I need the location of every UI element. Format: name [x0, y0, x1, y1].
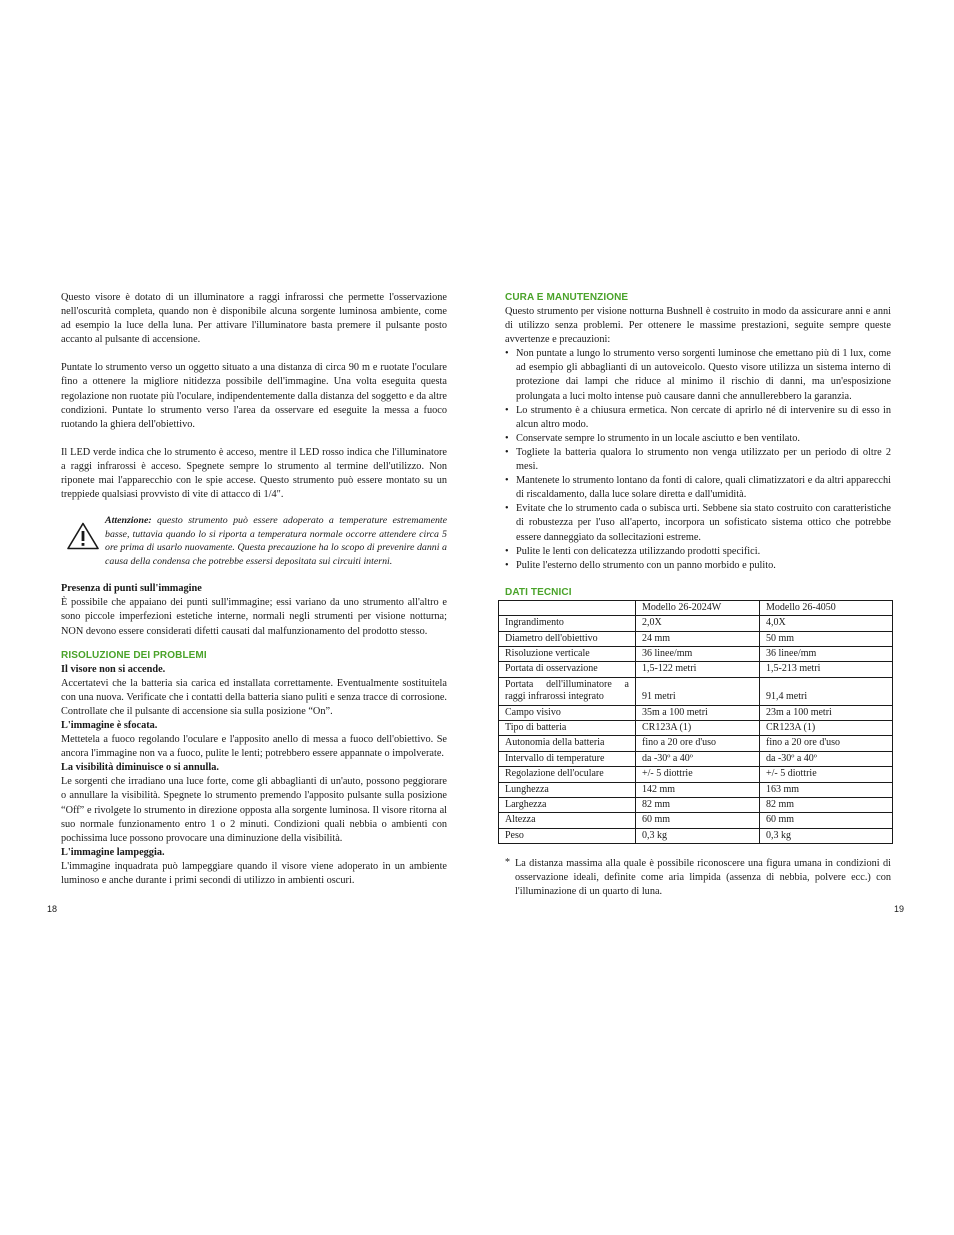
page-number-right: 19 [894, 904, 905, 914]
care-intro: Questo strumento per visione notturna Bushnell è costruito in modo da assicurare anni e anni di utilizzo senza problemi. Per ottenere le massime prestazioni, seguite sempre queste avvertenze e precauzioni: [505, 306, 891, 346]
warning-body: questo strumento può essere adoperato a temperature estremamente basse, tuttavia quando lo si riporta a temperatura normale occorre attendere circa 5 ore prima di usarlo nuovamente. Questa precauzione ha lo scopo di prevenire danni a causa della condensa che potrebbe essersi depositata sui circuiti interni. [105, 515, 448, 567]
warning-box [61, 514, 447, 568]
led-paragraph: Il LED verde indica che lo strumento è acceso, mentre il LED rosso indica che l'illuminatore a raggi infrarossi è acceso. Spegnete sempre lo strumento al termine dell'utilizzo. Non riponete mai l'apparecchio con le spie accese. Questo strumento può essere montato su un treppiede qualsiasi provvisto di vite di attacco di 1/4". [61, 446, 447, 501]
list-item: • Pulite le lenti con delicatezza utilizzando prodotti specifici. [505, 545, 891, 559]
table-cell: fino a 20 ore d'uso [760, 736, 893, 751]
table-cell: Altezza [499, 813, 636, 828]
table-cell: Lunghezza [499, 782, 636, 797]
table-cell: Portata dell'illuminatore a raggi infrarossi integrato [499, 677, 636, 705]
warning-triangle-icon [67, 522, 99, 550]
table-row [499, 813, 893, 828]
table-cell: 2,0X [636, 616, 760, 631]
footnote-text: La distanza massima alla quale è possibile riconoscere una figura umana in condizioni di osservazione ideali, definite come aria limpida (assenza di nebbia, polvere ecc.) con l'illuminazione di un quarto di luna. [515, 858, 891, 898]
specs-table [498, 600, 893, 845]
table-row [499, 705, 893, 720]
table-row [499, 616, 893, 631]
table-cell: Ingrandimento [499, 616, 636, 631]
list-item: • Evitate che lo strumento cada o subisca urti. Sebbene sia stato costruito con caratteristiche di robustezza per l'uso all'aperto, incorpora un sofisticato sistema ottico che potrebbe essere danneggiato da sollecitazioni estreme. [505, 502, 891, 544]
trouble-text-1: Accertatevi che la batteria sia carica ed installata correttamente. Eventualmente sostituitela con una nuova. Verificate che i contatti della batteria siano puliti e senza tracce di corrosione. Controllate che il pulsante di accensione sia sulla posizione “On”. [61, 677, 447, 717]
trouble-text-4: L'immagine inquadrata può lampeggiare quando il visore viene adoperato in un ambiente luminoso e anche durante i primi secondi di utilizzo in ambienti oscuri. [61, 860, 447, 886]
table-cell: 35m a 100 metri [636, 705, 760, 720]
trouble-title-4: L'immagine lampeggia. [61, 846, 165, 858]
table-cell: 60 mm [760, 813, 893, 828]
care-bullet-list [505, 347, 891, 573]
care-heading: CURA E MANUTENZIONE [505, 292, 629, 303]
focus-paragraph: Puntate lo strumento verso un oggetto situato a una distanza di circa 90 m e ruotate l'oculare fino a ottenere la migliore nitidezza possibile dell'immagine. Una volta eseguita questa regolazione non ruotate più l'oculare, indipendentemente dalla distanza del soggetto e da altre condizioni. Puntate lo strumento verso l'area da osservare ed eseguite la messa a fuoco ruotando la ghiera dell'obiettivo. [61, 362, 447, 430]
table-cell: Portata di osservazione [499, 662, 636, 677]
table-cell: Tipo di batteria [499, 721, 636, 736]
right-page-column [505, 291, 891, 900]
table-row [499, 662, 893, 677]
table-cell: Regolazione dell'oculare [499, 767, 636, 782]
table-row [499, 631, 893, 646]
ir-illuminator-paragraph: Questo visore è dotato di un illuminatore a raggi infrarossi che permette l'osservazione nell'oscurità completa, quando non è disponibile alcuna sorgente luminosa ambiente, come ad esempio la luce della luna. Per attivare l'illuminatore basta premere il pulsante posto accanto al pulsante di accensione. [61, 292, 447, 346]
table-row [499, 721, 893, 736]
list-item: • Mantenete lo strumento lontano da fonti di calore, quali climatizzatori e da altri apparecchi di riscaldamento, dalla luce solare diretta e dall'umidità. [505, 474, 891, 502]
table-row [499, 736, 893, 751]
table-header-row [499, 600, 893, 615]
table-cell: da -30º a 40º [760, 751, 893, 766]
table-cell: Diametro dell'obiettivo [499, 631, 636, 646]
table-row [499, 782, 893, 797]
spots-text: È possibile che appaiano dei punti sull'immagine; essi variano da uno strumento all'altro e sono piccole imperfezioni estetiche interne, normali negli strumenti per visione notturna; NON devono essere considerati difetti causati dal malfunzionamento del prodotto stesso. [61, 597, 447, 637]
list-item: • Togliete la batteria qualora lo strumento non venga utilizzato per un periodo di oltre 2 mesi. [505, 446, 891, 474]
trouble-title-3: La visibilità diminuisce o si annulla. [61, 762, 219, 774]
list-item: • Lo strumento è a chiusura ermetica. Non cercate di aprirlo né di intervenire su di esso in alcun altro modo. [505, 404, 891, 432]
table-row [499, 828, 893, 843]
table-cell: 24 mm [636, 631, 760, 646]
footnote [505, 857, 891, 899]
table-row [499, 751, 893, 766]
list-item: • Pulite l'esterno dello strumento con un panno morbido e pulito. [505, 559, 891, 573]
table-cell: +/- 5 diottrie [636, 767, 760, 782]
list-item: • Non puntate a lungo lo strumento verso sorgenti luminose che emettano più di 1 lux, come ad esempio gli abbaglianti di un autoveicolo. Questo visore utilizza un sistema interno di protezione dai lampi che riduce al minimo il rischio di danni, ma un'esposizione prolungata a luci molto intense può causare danni che annullerebbero la garanzia. [505, 347, 891, 403]
table-header-cell: Modello 26-4050 [760, 600, 893, 615]
trouble-title-2: L'immagine è sfocata. [61, 719, 158, 731]
table-cell: +/- 5 diottrie [760, 767, 893, 782]
table-cell: da -30º a 40º [636, 751, 760, 766]
spots-title: Presenza di punti sull'immagine [61, 583, 202, 595]
trouble-title-1: Il visore non si accende. [61, 663, 166, 675]
table-cell: Campo visivo [499, 705, 636, 720]
warning-text [105, 514, 447, 568]
table-cell: 163 mm [760, 782, 893, 797]
table-cell: CR123A (1) [636, 721, 760, 736]
table-cell: 0,3 kg [760, 828, 893, 843]
page-number-left: 18 [47, 904, 58, 914]
table-cell: 1,5-122 metri [636, 662, 760, 677]
table-cell: 23m a 100 metri [760, 705, 893, 720]
table-cell: 50 mm [760, 631, 893, 646]
table-cell: 4,0X [760, 616, 893, 631]
table-cell: 1,5-213 metri [760, 662, 893, 677]
specs-heading: DATI TECNICI [505, 586, 572, 598]
left-page-column [61, 291, 447, 888]
list-item: • Conservate sempre lo strumento in un locale asciutto e ben ventilato. [505, 432, 891, 446]
table-header-cell [499, 600, 636, 615]
table-cell: CR123A (1) [760, 721, 893, 736]
table-header-cell: Modello 26-2024W [636, 600, 760, 615]
table-cell: 142 mm [636, 782, 760, 797]
table-cell: Risoluzione verticale [499, 647, 636, 662]
table-cell: Intervallo di temperature [499, 751, 636, 766]
table-row [499, 677, 893, 705]
table-cell: 36 linee/mm [636, 647, 760, 662]
trouble-text-3: Le sorgenti che irradiano una luce forte, come gli abbaglianti di un'auto, possono peggiorare o annullare la visibilità. Spegnete lo strumento premendo l'apposito pulsante sulla posizione “Off” e rivolgete lo strumento in direzione opposta alla sorgente luminosa. Il visore ritorna al suo normale funzionamento entro 1 o 2 minuti. Condizioni quali nebbia o ambienti con pochissima luce possono provocare una diminuzione della visibilità. [61, 776, 447, 844]
troubleshooting-heading: RISOLUZIONE DEI PROBLEMI [61, 649, 207, 661]
footnote-mark: * [505, 857, 510, 869]
table-cell: fino a 20 ore d'uso [636, 736, 760, 751]
warning-label: Attenzione: [105, 515, 152, 527]
table-cell: 91,4 metri [760, 677, 893, 705]
trouble-text-2: Mettetela a fuoco regolando l'oculare e l'apposito anello di messa a fuoco dell'obiettivo. Se ancora l'immagine non va a fuoco, pulite le lenti; potrebbero essere appannate o impolverate. [61, 734, 447, 760]
table-row [499, 767, 893, 782]
table-cell: 60 mm [636, 813, 760, 828]
table-cell: 36 linee/mm [760, 647, 893, 662]
table-cell: 91 metri [636, 677, 760, 705]
table-cell: Autonomia della batteria [499, 736, 636, 751]
table-cell: 82 mm [760, 798, 893, 813]
table-row [499, 647, 893, 662]
table-cell: 0,3 kg [636, 828, 760, 843]
table-row [499, 798, 893, 813]
table-cell: 82 mm [636, 798, 760, 813]
table-cell: Peso [499, 828, 636, 843]
table-cell: Larghezza [499, 798, 636, 813]
